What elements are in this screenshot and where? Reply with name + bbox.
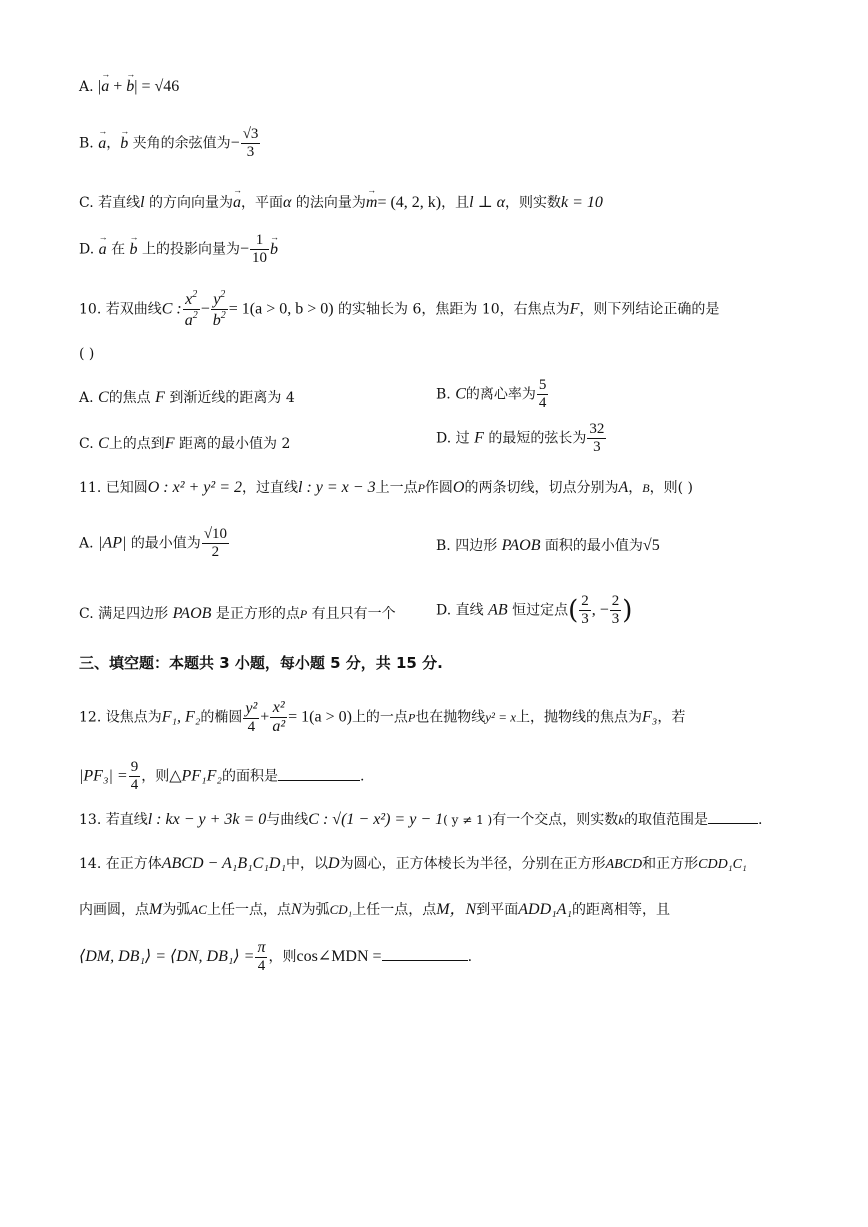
section-3-title: 三、填空题：本题共 3 小题，每小题 5 分，共 15 分.	[79, 654, 443, 672]
q9-option-c-condition: l ⊥ α	[469, 194, 506, 211]
q9-option-b: B. → a，→ b 夹角的余弦值为− $\frac{√3}{3}$	[79, 127, 261, 160]
q12-line2: |PF₃| = $\frac{9}{4}$ ，则△PF₁F₂的面积是 .	[79, 759, 365, 793]
comma: ，	[106, 135, 121, 152]
q11-option-c: C. 满足四边形 PAOB 是正方形的点P 有且只有一个	[79, 605, 396, 622]
q14-answer-blank[interactable]	[382, 959, 468, 961]
q12-answer-blank[interactable]	[278, 779, 360, 781]
q9-option-d-mid: 在	[106, 241, 130, 258]
q9-option-c-k: k = 10	[561, 194, 603, 211]
vector-b: → b	[120, 136, 128, 152]
q9-option-c-text3: 的法向量为	[291, 195, 366, 211]
q11-circle-eq: O : x² + y² = 2	[147, 479, 242, 496]
q10-equation: = 1(a > 0, b > 0)	[228, 300, 334, 318]
q11-option-d: D. 直线 AB 恒过定点( $\frac{2}{3}$ , − $\frac{2}{3}$ )	[436, 593, 633, 627]
q9-option-d-fraction: $\frac{1}{10}$	[252, 232, 268, 266]
q9-option-c-text2: ，平面	[241, 195, 284, 211]
q9-option-c-normal: = (4, 2, k)	[377, 194, 442, 211]
q13-answer-blank[interactable]	[708, 822, 758, 824]
q11-option-b: B. 四边形 PAOB 面积的最小值为√5	[436, 537, 660, 554]
q14-line3: ⟨DM, DB₁⟩ = ⟨DN, DB₁⟩ = $\frac{\pi}{4}$ ，则cos∠MDN = .	[79, 939, 473, 974]
q9-option-c-text5: ，则实数	[505, 195, 562, 211]
q11-option-a: A. |AP| 的最小值为 $\frac{√10}{2}$	[79, 526, 228, 560]
q14-line1: 14. 在正方体ABCD − A₁B₁C₁D₁中，以D为圆心，正方体棱长为半径，分别在正方形ABCD和正方形CDD₁C₁	[79, 855, 747, 872]
q10-number: 10. 若双曲线	[79, 301, 162, 318]
q9-option-d-label: D.	[79, 241, 95, 258]
q9-option-d: D. → a 在 → b 上的投影向量为− $\frac{1}{10}$ → b	[79, 233, 278, 266]
q10-option-d: D. 过 F 的最短的弦长为 $\frac{32}{3}$	[436, 421, 605, 455]
q13-stem: 13. 若直线l : kx − y + 3k = 0与曲线C : √(1 − x²) = y − 1( y ≠ 1 )有一个交点，则实数k的取值范围是 .	[79, 811, 763, 828]
vector-a: → a	[98, 136, 106, 152]
q11-stem: 11. 已知圆O : x² + y² = 2，过直线l : y = x − 3上一点P作圆O的两条切线，切点分别为A，B，则( )	[79, 479, 693, 496]
q10-option-b: B. C的离心率为 $\frac{5}{4}$	[436, 377, 547, 411]
q10-option-c: C. C上的点到F 距离的最小值为 2	[79, 435, 291, 452]
q11-line-eq: l : y = x − 3	[298, 479, 376, 496]
q9-option-b-label: B.	[79, 135, 94, 152]
q9-option-b-fraction: $\frac{√3}{3}$	[242, 126, 259, 160]
q9-option-b-text: 夹角的余弦值为	[128, 135, 231, 152]
q9-option-a-formula: |→ a + → b| = √46	[98, 78, 179, 95]
q10-text2: ，则下列结论正确的是	[579, 301, 720, 318]
q10-stem: 10. 若双曲线C : $\frac{x^2}{a^2}$ − $\frac{y^2}{b^2}$ = 1(a > 0, b > 0) 的实轴长为 6，焦距为 10，右焦点为F，则下列结论正确的是	[79, 289, 720, 329]
q9-option-a-label: A.	[79, 79, 94, 95]
q12-stem: 12. 设焦点为F₁, F₂的椭圆 $\frac{\text{y²}}{4}$ + $\frac{\text{x²}}{\text{a²}}$ = 1(a > 0)上的一点P也在抛物线y² = x上，抛物线的焦点为F₃，若	[79, 699, 686, 735]
q10-curve: C :	[161, 300, 182, 318]
q9-option-c-text4: ，且	[441, 195, 470, 211]
q9-option-c: C. 若直线l 的方向向量为→ a，平面α 的法向量为→ m= (4, 2, k)，且l ⊥ α，则实数k = 10	[79, 195, 603, 211]
q9-option-c-label: C. 若直线	[79, 195, 141, 211]
q9-option-a	[79, 79, 179, 95]
q10-text: 的实轴长为 6，焦距为 10，右焦点为	[333, 301, 570, 318]
q10-option-a: A. C的焦点 F 到渐近线的距离为 4	[79, 389, 295, 406]
q9-option-c-text1: 的方向向量为	[144, 195, 234, 211]
q10-answer-paren: ( )	[79, 346, 95, 362]
q14-line2: 内画圆，点M为弧AC上任一点，点N为弧CD₁上任一点，点M，N到平面ADD₁A₁的距离相等，且	[79, 901, 671, 918]
q9-option-d-text: 上的投影向量为	[137, 241, 240, 258]
